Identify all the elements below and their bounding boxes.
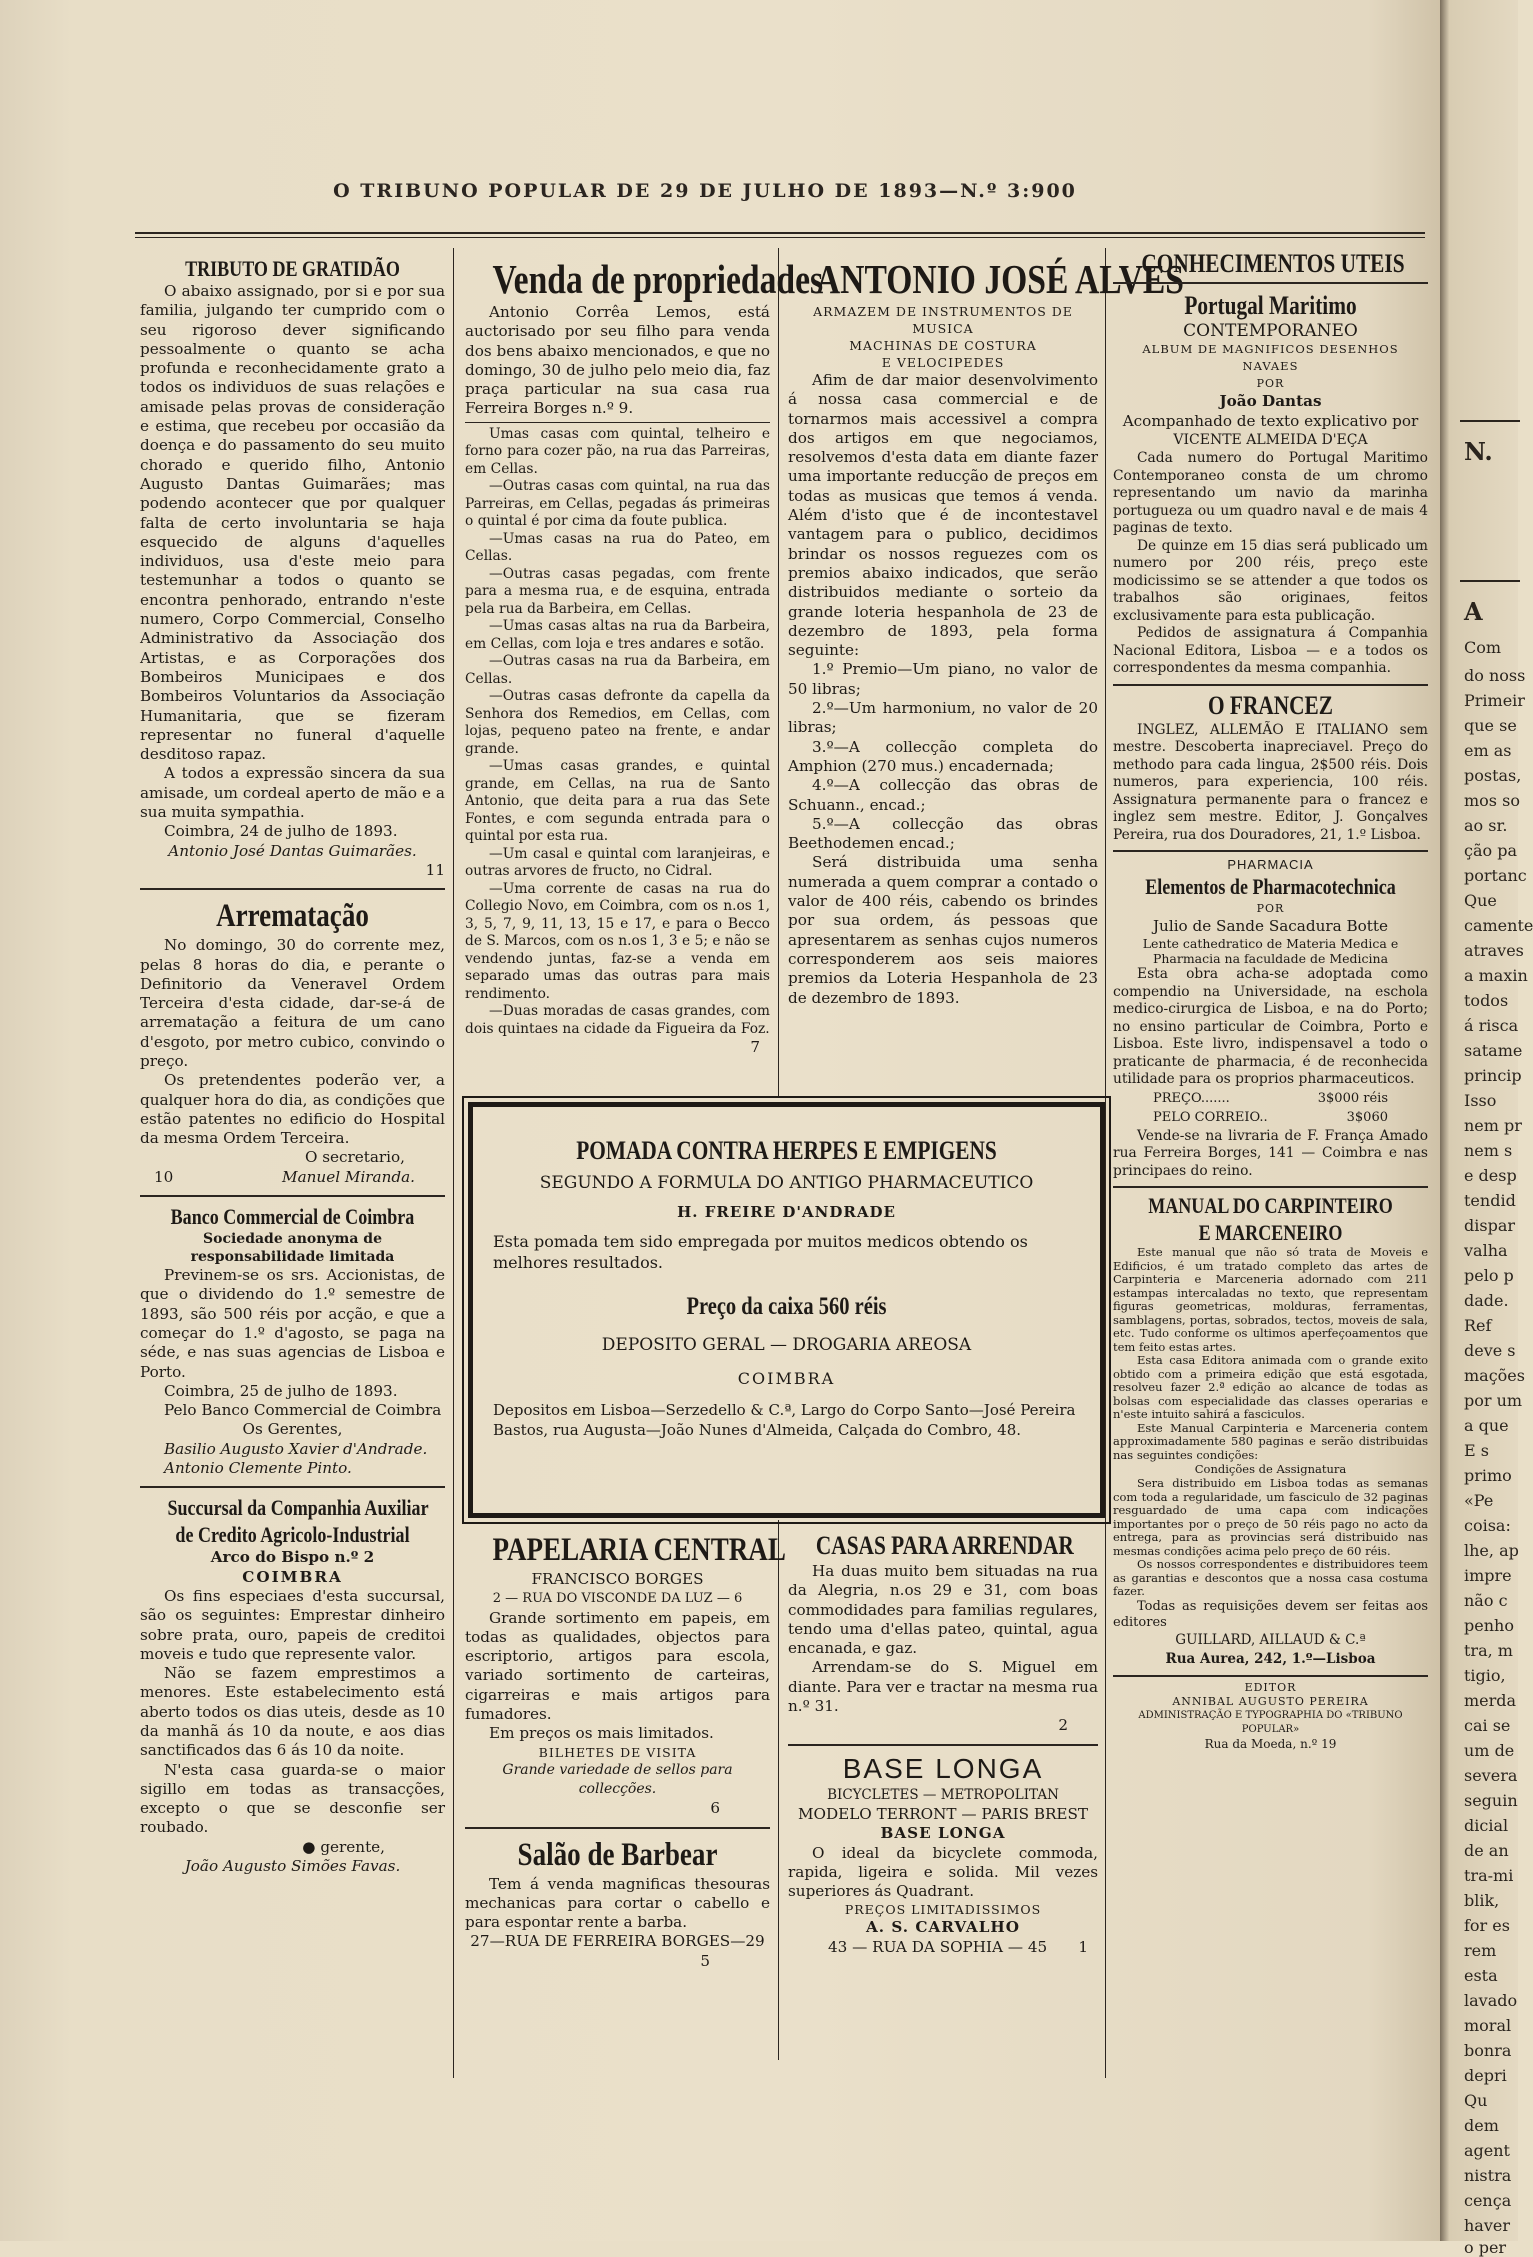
manual-title2: E MARCENEIRO — [1198, 1220, 1343, 1246]
portugal-por: POR — [1256, 377, 1285, 391]
column-rule-1 — [453, 248, 454, 2078]
antonio-prize: 1.º Premio—Um piano, no valor de 50 libras; — [788, 660, 1098, 698]
adjacent-page-text: moral — [1464, 2016, 1512, 2035]
antonio-prize: 3.º—A collecção completa do Amphion (270 mus.) encadernada; — [788, 737, 1098, 775]
adjacent-page-text: primo — [1464, 1466, 1512, 1485]
column-rule-3 — [1105, 248, 1106, 2078]
column-3-lower — [788, 1530, 1098, 1957]
venda-title: Venda de propriedades — [492, 256, 824, 302]
column-1 — [140, 255, 445, 1876]
pharmacia-price: 3$000 réis — [1317, 1090, 1388, 1106]
divider — [1113, 1675, 1428, 1677]
adjacent-page-text: Ref — [1464, 1316, 1492, 1335]
gratidao-body2: A todos a expressão sincera da sua amisade, um cordeal aperto de mão e a sua muita sympathia. — [140, 764, 445, 822]
column-rule-2b — [778, 1520, 779, 2060]
adjacent-page-text: esta — [1464, 1966, 1498, 1985]
adjacent-page-text: princip — [1464, 1066, 1522, 1085]
papelaria-body2: Em preços os mais limitados. — [489, 1724, 714, 1743]
adjacent-page-text: Isso — [1464, 1091, 1497, 1110]
arrematacao-body: No domingo, 30 do corrente mez, pelas 8 horas do dia, e perante o Definitorio da Veneravel Ordem Terceira d'esta cidade, dar-se-á de arrematação a feitura de um cano d'esgoto, por metro cubico, convindo o preço. — [140, 936, 445, 1070]
adjacent-page-text: valha — [1464, 1241, 1508, 1260]
adjacent-page-text: merda — [1464, 1691, 1517, 1710]
antonio-title: ANTONIO JOSÉ ALVES — [815, 256, 1185, 302]
adjacent-page-text: a que — [1464, 1416, 1509, 1435]
manual-body4: Sera distribuido em Lisboa todas as semanas com toda a regularidade, um fasciculo de 32 paginas resguardado de uma capa com indicações importantes por o preço de 50 réis pago no acto da entrega, para as provincias será distribuido nas mesmas condições acima pelo preço de 60 réis. — [1113, 1476, 1428, 1558]
banco-role: Os Gerentes, — [242, 1420, 343, 1439]
section-title: CONHECIMENTOS UTEIS — [1141, 249, 1405, 278]
manual-body6: Todas as requisições devem ser feitas aos editores — [1113, 1598, 1428, 1630]
pharmacia-role: Lente cathedratico de Materia Medica e Pharmacia na faculdade de Medicina — [1142, 936, 1399, 967]
gratidao-title: TRIBUTO DE GRATIDÃO — [185, 256, 400, 281]
footer-name: ANNIBAL AUGUSTO PEREIRA — [1172, 1695, 1369, 1709]
pomada-advert-box — [468, 1102, 1105, 1518]
casas-title: CASAS PARA ARRENDAR — [815, 1531, 1074, 1560]
portugal-caps: ALBUM DE MAGNIFICOS DESENHOS NAVAES — [1142, 342, 1399, 374]
papelaria-italic: Grande variedade de sellos para collecções. — [502, 1761, 733, 1797]
adjacent-page-text: Qu — [1464, 2091, 1488, 2110]
manual-address: Rua Aurea, 242, 1.º—Lisboa — [1165, 1650, 1376, 1667]
antonio-prize: 4.º—A collecção das obras de Schuann., encad.; — [788, 776, 1098, 814]
adjacent-page-text: de an — [1464, 1841, 1509, 1860]
adjacent-page-text: agent — [1464, 2141, 1510, 2160]
antonio-sub1: ARMAZEM DE INSTRUMENTOS DE MUSICA — [813, 304, 1073, 336]
footer-admin: ADMINISTRAÇÃO E TYPOGRAPHIA DO «TRIBUNO POPULAR» — [1138, 1710, 1403, 1736]
salao-title: Salão de Barbear — [517, 1836, 718, 1873]
pomada-depots: Depositos em Lisboa—Serzedello & C.ª, Largo do Corpo Santo—José Pereira Bastos, rua Augusta—João Nunes d'Almeida, Calçada do Combro, 48. — [493, 1401, 1076, 1439]
adjacent-page-text: mações — [1464, 1366, 1525, 1385]
pharmacia-author: Julio de Sande Sacadura Botte — [1152, 917, 1389, 936]
pharmacia-price-label: PREÇO....... — [1153, 1090, 1230, 1106]
adjacent-page-text: for es — [1464, 1916, 1510, 1935]
adjacent-page-text: nem pr — [1464, 1116, 1522, 1135]
manual-body5: Os nossos correspondentes e distribuidores teem as garantias e descontos que a nossa casa costuma fazer. — [1113, 1557, 1428, 1599]
pharmacia-por: POR — [1256, 902, 1285, 916]
banco-sig2: Antonio Clemente Pinto. — [164, 1459, 352, 1478]
adjacent-page-text: impre — [1464, 1566, 1512, 1585]
succursal-body: Os fins especiaes d'esta succursal, são os seguintes: Emprestar dinheiro sobre prata, ouro, papeis de creditoi moveis e tudo que represente valor. — [140, 1586, 445, 1663]
pharmacia-body: Esta obra acha-se adoptada como compendio na Universidade, na eschola medico-cirurgica de Lisboa, e na do Porto; no ensino particular de Coimbra, Porto e Lisboa. Este livro, indispensavel a todo o praticante de pharmacia, é de reconhecida utilidade para os proprios pharmaceuticos. — [1113, 966, 1428, 1088]
adjacent-page-text: cença — [1464, 2191, 1512, 2210]
footer-label: EDITOR — [1244, 1681, 1297, 1695]
adjacent-page-rule — [1460, 580, 1520, 582]
manual-title1: MANUAL DO CARPINTEIRO — [1148, 1193, 1393, 1219]
header-rule — [135, 232, 1425, 234]
papelaria-body: Grande sortimento em papeis, em todas as qualidades, objectos para escriptorio, artigos para escola, variado sortimento de carteiras, cigarreiras e mais artigos para fumadores. — [465, 1608, 770, 1724]
manual-editor: GUILLARD, AILLAUD & C.ª — [1175, 1631, 1366, 1648]
pharmacia-body2: Vende-se na livraria de F. França Amado rua Ferreira Borges, 141 — Coimbra e nas principaes do reino. — [1113, 1127, 1428, 1179]
adjacent-page-text: lhe, ap — [1464, 1541, 1519, 1560]
succursal-address: Arco do Bispo n.º 2 — [210, 1548, 375, 1567]
portugal-text: Acompanhado de texto explicativo por — [1122, 411, 1419, 430]
divider — [1113, 1186, 1428, 1188]
adjacent-page-text: Com — [1464, 638, 1502, 657]
pomada-city: COIMBRA — [737, 1369, 836, 1388]
adjacent-page-text: tra, m — [1464, 1641, 1513, 1660]
adjacent-page-text: N. — [1464, 437, 1493, 466]
adjacent-page-text: atraves — [1464, 941, 1524, 960]
arrematacao-body2: Os pretendentes poderão ver, a qualquer hora do dia, as condições que estão patentes no edificio do Hospital da mesma Ordem Terceira. — [140, 1071, 445, 1148]
divider — [465, 1827, 770, 1829]
succursal-title2: de Credito Agricolo-Industrial — [175, 1522, 410, 1548]
adjacent-page-text: por um — [1464, 1391, 1523, 1410]
succursal-role: ● gerente, — [302, 1837, 385, 1856]
banco-by: Pelo Banco Commercial de Coimbra — [164, 1401, 442, 1420]
manual-body: Este manual que não só trata de Moveis e Edificios, é um tratado completo das artes de Carpinteria e Marceneria adornado com 211 estampas intercaladas no texto, que representam figuras geometricas, molduras, ferramentas, samblagens, portas, sobrados, tectos, moveis de sala, etc. Tudo conforme os ultimos aperfeçoamentos que tem feito estas artes. — [1113, 1245, 1428, 1354]
pharmacia-mailline — [1113, 1108, 1428, 1127]
venda-body: Antonio Corrêa Lemos, está auctorisado por seu filho para venda dos bens abaixo mencionados, e que no domingo, 30 de julho pelo meio dia, faz praça particular na sua casa rua Ferreira Borges n.º 9. — [465, 303, 770, 418]
pharmacia-title: Elementos de Pharmacotechnica — [1145, 874, 1396, 900]
adjacent-page-edge — [1440, 0, 1533, 2257]
portugal-body: Cada numero do Portugal Maritimo Contemporaneo consta de um chromo representando um navio da marinha portugueza ou um quadro naval e de mais 4 paginas de texto. — [1113, 450, 1428, 537]
antonio-body: Afim de dar maior desenvolvimento á nossa casa commercial e de tornarmos mais accessivel a compra dos artigos em que negociamos, resolvemos d'esta data em diante fazer uma importante reducção de preços em todas as musicas que temos á venda. Além d'isto que é de incontestavel vantagem para o publico, decidimos brindar os nossos reguezes com os premios abaixo indicados, que serão distribuidos mediante o sorteio da grande loteria hespanhola de 23 de dezembro de 1893, pela forma seguinte: — [788, 371, 1098, 660]
adjacent-page-text: blik, — [1464, 1891, 1500, 1910]
portugal-author: João Dantas — [1219, 392, 1322, 411]
venda-item: —Um casal e quintal com laranjeiras, e outras arvores de fructo, no Cidral. — [465, 845, 770, 880]
venda-item: —Uma corrente de casas na rua do Collegio Novo, em Coimbra, com os n.os 1, 3, 5, 7, 9, 11, 13, 15 e 17, e para o Becco de S. Marcos, com os n.os 1, 3 e 5; e não se vendendo juntas, faz-se a venda em separado umas das outras para mais rendimento. — [465, 880, 770, 1002]
divider — [140, 1195, 445, 1197]
adjacent-page-text: deve s — [1464, 1341, 1516, 1360]
base-body: O ideal da bicyclete commoda, rapida, ligeira e solida. Mil vezes superiores ás Quadrant. — [788, 1843, 1098, 1901]
adjacent-page-text: mos so — [1464, 791, 1520, 810]
francez-title: O FRANCEZ — [1208, 690, 1333, 720]
banco-sig1: Basilio Augusto Xavier d'Andrade. — [164, 1439, 428, 1458]
casas-body2: Arrendam-se do S. Miguel em diante. Para ver e tractar na mesma rua n.º 31. — [788, 1658, 1098, 1716]
antonio-body2: Será distribuida uma senha numerada a quem comprar a contado o valor de 400 réis, cabendo os brindes por sua ordem, ás pessoas que apresentarem as senhas cujos numeros corresponderem aos seis maiores premios da Loteria Hespanhola de 23 de dezembro de 1893. — [788, 853, 1098, 1007]
antonio-sub2: MACHINAS DE COSTURA — [849, 338, 1037, 353]
pharmacia-priceline — [1113, 1089, 1428, 1108]
adjacent-page-text: e desp — [1464, 1166, 1517, 1185]
adjacent-page-text: rem — [1464, 1941, 1497, 1960]
adjacent-page-text: postas, — [1464, 766, 1522, 785]
divider — [1113, 282, 1428, 284]
portugal-title: Portugal Maritimo — [1184, 291, 1357, 320]
succursal-city: COIMBRA — [242, 1567, 343, 1586]
francez-body: INGLEZ, ALLEMÃO E ITALIANO sem mestre. Descoberta inapreciavel. Preço do methodo para cada lingua, 2$500 réis. Dois numeros, para experiencia, 100 réis. Assignatura permanente para o francez e inglez sem mestre. Editor, J. Gonçalves Pereira, rua dos Douradores, 21, 1.º Lisboa. — [1113, 721, 1428, 843]
adjacent-page-text: ção pa — [1464, 841, 1517, 860]
column-4 — [1113, 248, 1428, 1752]
column-3 — [788, 255, 1185, 1008]
succursal-title1: Succursal da Companhia Auxiliar — [167, 1495, 429, 1521]
banco-title: Banco Commercial de Coimbra — [170, 1204, 415, 1230]
papelaria-number: 6 — [710, 1799, 720, 1818]
adjacent-page-text: Que — [1464, 891, 1497, 910]
portugal-author2: VICENTE ALMEIDA D'EÇA — [1173, 431, 1368, 448]
venda-item: —Duas moradas de casas grandes, com dois quintaes na cidade da Figueira da Foz. — [465, 1003, 770, 1037]
footer-address: Rua da Moeda, n.º 19 — [1204, 1737, 1337, 1752]
venda-item: —Outras casas defronte da capella da Senhora dos Remedios, em Cellas, com lojas, pequeno pateo na frente, e andar grande. — [465, 688, 770, 757]
venda-item: —Outras casas na rua da Barbeira, em Cellas. — [465, 653, 770, 687]
adjacent-page-text: tendid — [1464, 1191, 1516, 1210]
portugal-body3: Pedidos de assignatura á Companhia Nacional Editora, Lisboa — e a todos os correspondentes da mesma companhia. — [1113, 625, 1428, 677]
pomada-price: Preço da caixa 560 réis — [686, 1293, 887, 1320]
base-seller: A. S. CARVALHO — [866, 1918, 1020, 1937]
gratidao-signature: Antonio José Dantas Guimarães. — [168, 841, 417, 860]
salao-number: 5 — [700, 1951, 710, 1970]
header-rule-thin — [135, 237, 1425, 238]
banco-body: Previnem-se os srs. Accionistas, de que o dividendo do 1.º semestre de 1893, são 500 réis por acção, e que a começar do 1.º d'agosto, se paga na séde, e nas suas agencias de Lisboa e Porto. — [140, 1266, 445, 1381]
adjacent-page-text: cai se — [1464, 1716, 1511, 1735]
succursal-signature: João Augusto Simões Favas. — [184, 1857, 401, 1876]
base-addressline — [788, 1938, 1098, 1957]
base-caps: PREÇOS LIMITADISSIMOS — [844, 1902, 1042, 1918]
manual-body3: Este Manual Carpinteria e Marceneria contem approximadamente 580 paginas e serão distribuidas nas seguintes condições: — [1113, 1420, 1428, 1462]
banco-date: Coimbra, 25 de julho de 1893. — [164, 1381, 398, 1400]
adjacent-page-text: depri — [1464, 2066, 1507, 2085]
arrematacao-signature: Manuel Miranda. — [282, 1167, 415, 1186]
adjacent-page-text: lavado — [1464, 1991, 1518, 2010]
pomada-subtitle: SEGUNDO A FORMULA DO ANTIGO PHARMACEUTICO — [539, 1173, 1034, 1193]
antonio-prize: 5.º—A collecção das obras Beethodemen encad.; — [788, 814, 1098, 853]
banco-subtitle: Sociedade anonyma de responsabilidade limitada — [190, 1231, 395, 1266]
antonio-sub3: E VELOCIPEDES — [881, 355, 1005, 370]
adjacent-page-text: não c — [1464, 1591, 1508, 1610]
adjacent-page-text: nem s — [1464, 1141, 1513, 1160]
venda-item: —Umas casas na rua do Pateo, em Cellas. — [465, 530, 770, 565]
venda-number: 7 — [750, 1038, 760, 1057]
gratidao-body: O abaixo assignado, por si e por sua familia, julgando ter cumprido com o seu rigoroso dever significando pessoalmente o quanto se acha profunda e reconhecidamente grato a todos os individuos de suas relações e amisade pelas provas de consideração e estima, que recebeu por occasião da doença e do passamento do seu muito chorado e querido filho, Antonio Augusto Dantas Guimarães; mas podendo acontecer que por qualquer falta de certo involuntaria se haja esquecido de alguns d'aquelles individuos, usa d'este meio para testemunhar a todos o quanto se encontra penhorado, entrando n'este numero, Corpo Commercial, Conselho Administrativo da Associação dos Artistas, e as Corporações dos Bombeiros Municipaes e dos Bombeiros Voluntarios da Associação Humanitaria, que se fizeram representar no funeral d'aquelle desditoso rapaz. — [140, 282, 445, 764]
adjacent-page-text: em as — [1464, 741, 1512, 760]
salao-address: 27—RUA DE FERREIRA BORGES—29 — [470, 1932, 765, 1951]
adjacent-page-text: coisa: — [1464, 1516, 1511, 1535]
pomada-deposit: DEPOSITO GERAL — DROGARIA AREOSA — [601, 1335, 972, 1355]
adjacent-page-text: dispar — [1464, 1216, 1515, 1235]
adjacent-page-text: camente — [1464, 916, 1533, 935]
casas-body: Ha duas muito bem situadas na rua da Alegria, n.os 29 e 31, com boas commodidades para familias regulares, tendo uma d'ellas pateo, quintal, agua encanada, e gaz. — [788, 1562, 1098, 1658]
divider — [1113, 850, 1428, 852]
casas-number: 2 — [1058, 1716, 1068, 1735]
gratidao-number: 11 — [425, 860, 445, 879]
portugal-body2: De quinze em 15 dias será publicado um numero por 200 réis, preço este modicissimo se se attender a que todos os trabalhos são originaes, feitos exclusivamente para esta publicação. — [1113, 537, 1428, 624]
base-title: BASE LONGA — [842, 1752, 1044, 1784]
arrematacao-number: 10 — [154, 1167, 174, 1186]
pharmacia-label: PHARMACIA — [1227, 857, 1314, 873]
adjacent-page-text: E s — [1464, 1441, 1489, 1460]
pomada-body: Esta pomada tem sido empregada por muitos medicos obtendo os melhores resultados. — [493, 1232, 1028, 1272]
adjacent-page-text: nistra — [1464, 2166, 1512, 2185]
adjacent-page-text: tigio, — [1464, 1666, 1506, 1685]
adjacent-page-text: dade. — [1464, 1291, 1509, 1310]
adjacent-page-text: pelo p — [1464, 1266, 1514, 1285]
arrematacao-title: Arrematação — [216, 898, 369, 935]
adjacent-page-text: um de — [1464, 1741, 1515, 1760]
pharmacia-mail-label: PELO CORREIO.. — [1153, 1110, 1268, 1126]
adjacent-page-text: dem — [1464, 2116, 1499, 2135]
adjacent-page-text: severa — [1464, 1766, 1518, 1785]
succursal-body2: Não se fazem emprestimos a menores. Este estabelecimento está aberto todos os dias uteis, desde as 10 da manhã ás 10 da noute, e aos dias sanctificados das 6 ás 10 da noite. — [140, 1664, 445, 1760]
manual-caps: Condições de Assignatura — [1194, 1462, 1347, 1477]
venda-item: —Umas casas grandes, e quintal grande, em Cellas, na rua de Santo Antonio, que deita para a rua das Sete Fontes, e com segunda entrada para o quintal por esta rua. — [465, 758, 770, 845]
papelaria-caps: BILHETES DE VISITA — [538, 1744, 697, 1760]
base-address: 43 — RUA DA SOPHIA — 45 — [828, 1937, 1048, 1956]
manual-body2: Esta casa Editora animada com o grande exito obtido com a primeira edição que está esgotada, resolveu fazer 2.ª edição ao alcance de todas as bolsas com especialidade das classes operarias e n'este intuito sahirá a fasciculos. — [1113, 1353, 1428, 1422]
adjacent-page-text: «Pe — [1464, 1491, 1494, 1510]
venda-item: —Umas casas altas na rua da Barbeira, em Cellas, com loja e tres andares e sotão. — [465, 618, 770, 652]
adjacent-page-text: á risca — [1464, 1016, 1519, 1035]
adjacent-page-text: tra-mi — [1464, 1866, 1514, 1885]
venda-item: —Outras casas pegadas, com frente para a mesma rua, e de esquina, entrada pela rua da Barbeira, em Cellas. — [465, 565, 770, 617]
base-number: 1 — [1078, 1937, 1088, 1956]
gratidao-date: Coimbra, 24 de julho de 1893. — [164, 822, 398, 841]
adjacent-page-text: portanc — [1464, 866, 1527, 885]
adjacent-page-text: o per — [1464, 2238, 1507, 2257]
adjacent-page-text: seguin — [1464, 1791, 1518, 1810]
divider — [465, 422, 770, 423]
papelaria-address: 2 — RUA DO VISCONDE DA LUZ — 6 — [492, 1591, 743, 1607]
adjacent-page-text: haver — [1464, 2216, 1510, 2235]
divider — [140, 1486, 445, 1488]
adjacent-page-text: dicial — [1464, 1816, 1509, 1835]
adjacent-page-rule — [1460, 420, 1520, 422]
adjacent-page-text: que se — [1464, 716, 1517, 735]
adjacent-page-text: satame — [1464, 1041, 1523, 1060]
adjacent-page-text: a maxin — [1464, 966, 1528, 985]
succursal-body3: N'esta casa guarda-se o maior sigillo em todas as transacções, excepto o que se desconfie ser roubado. — [140, 1760, 445, 1837]
divider — [1113, 684, 1428, 686]
adjacent-page-text: penho — [1464, 1616, 1514, 1635]
arrematacao-signline — [140, 1168, 445, 1187]
divider — [788, 1744, 1098, 1746]
portugal-subtitle: CONTEMPORANEO — [1183, 321, 1358, 341]
column-rule-2 — [778, 248, 779, 1098]
arrematacao-role: O secretario, — [304, 1148, 405, 1167]
adjacent-page-text: ao sr. — [1464, 816, 1508, 835]
divider — [140, 888, 445, 890]
adjacent-page-text: todos — [1464, 991, 1509, 1010]
adjacent-page-text: do noss — [1464, 666, 1526, 685]
base-line1: BICYCLETES — METROPOLITAN — [827, 1786, 1059, 1803]
pomada-name: H. FREIRE D'ANDRADE — [677, 1203, 896, 1221]
papelaria-title: PAPELARIA CENTRAL — [492, 1532, 786, 1568]
venda-item: —Outras casas com quintal, na rua das Parreiras, em Cellas, pegadas ás primeiras o quintal é por cima da foute publica. — [465, 478, 770, 530]
adjacent-page-text: bonra — [1464, 2041, 1512, 2060]
adjacent-page-text: Primeir — [1464, 691, 1525, 710]
salao-body: Tem á venda magnificas thesouras mechanicas para cortar o cabello e para espontar rente a barba. — [465, 1874, 770, 1932]
base-line3: BASE LONGA — [880, 1824, 1006, 1843]
papelaria-owner: FRANCISCO BORGES — [531, 1570, 704, 1588]
page-header: O TRIBUNO POPULAR DE 29 DE JULHO DE 1893—N.º 3:900 — [333, 180, 1077, 202]
pharmacia-mail: 3$060 — [1346, 1110, 1388, 1126]
antonio-prize: 2.º—Um harmonium, no valor de 20 libras; — [788, 699, 1098, 737]
pomada-title: POMADA CONTRA HERPES E EMPIGENS — [576, 1136, 997, 1165]
base-line2: MODELO TERRONT — PARIS BREST — [797, 1804, 1089, 1823]
column-2-lower — [465, 1530, 786, 1971]
venda-item: Umas casas com quintal, telheiro e forno para cozer pão, na rua das Parreiras, em Cellas. — [465, 425, 770, 477]
column-2 — [465, 255, 824, 1058]
adjacent-page-text: A — [1464, 597, 1483, 626]
